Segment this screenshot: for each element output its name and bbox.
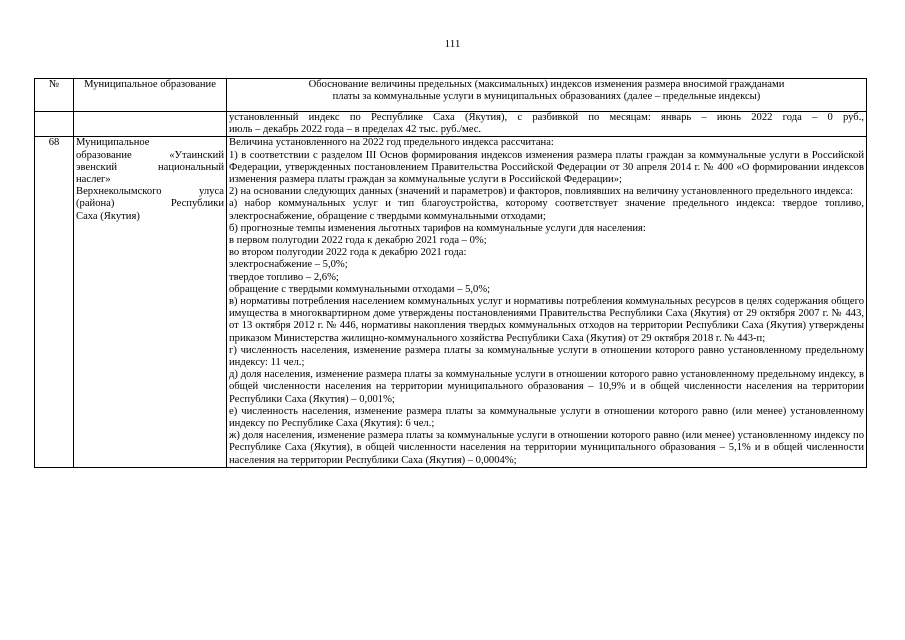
table-row-68 xyxy=(35,137,867,467)
municipality-line: (района) Республики xyxy=(76,198,224,210)
header-number: № xyxy=(35,79,74,112)
paragraph-item-d: д) доля населения, изменение размера платы за коммунальные услуги в отношении которого равно установленному предельному индексу, в общей численности населения на территории муниципального образования – 10,9% и в общей численности населения на территории Республики Саха (Якутия) – 0,001%; xyxy=(229,369,864,405)
paragraph-item-v: в) нормативы потребления населением коммунальных услуг и нормативы потребления коммунальных ресурсов в целях содержания общего имущества в многоквартирном доме утверждены постановлениями Правительства Республики Саха (Якутия) от 29 октября 2007 г. № 443, от 13 октября 2012 г. № 446, нормативы накопления твердых коммунальных отходов на территории Республики Саха (Якутия) утверждены приказом Министерства жилищно-коммунального хозяйства Республики Саха (Якутия) от 29 октября 2018 г. № 443-п; xyxy=(229,296,864,344)
header-justification-line-1: Обоснование величины предельных (максимальных) индексов изменения размера вносимой гражданами xyxy=(308,79,785,90)
paragraph-item-2: 2) на основании следующих данных (значений и параметров) и факторов, повлиявших на величину установленного предельного индекса: xyxy=(229,186,854,198)
page-number: 111 xyxy=(444,38,461,50)
justification-text-cell xyxy=(227,137,867,467)
table-row-continuation xyxy=(35,112,867,137)
justification-table xyxy=(34,78,867,468)
municipality-line: Верхнеколымского улуса xyxy=(76,186,224,198)
table-header-row xyxy=(35,79,867,112)
header-justification-line-2: платы за коммунальные услуги в муниципальных образованиях (далее – предельные индексы) xyxy=(332,91,761,103)
paragraph-electricity: электроснабжение – 5,0%; xyxy=(229,259,348,271)
row-number: 68 xyxy=(35,137,74,467)
paragraph-item-zh: ж) доля населения, изменение размера платы за коммунальные услуги в отношении которого равно (или менее) установленному индексу по Республике Саха (Якутия), в общей численности населения на территории муниципального образования – 5,1% и в общей численности населения на территории Республики Саха (Якутия) – 0,0004%; xyxy=(229,430,864,466)
paragraph-item-e: е) численность населения, изменение размера платы за коммунальные услуги в отношении которого равно (или менее) установленному индексу по Республике Саха (Якутия): 6 чел.; xyxy=(229,405,864,430)
paragraph-item-a: а) набор коммунальных услуг и тип благоустройства, которому соответствует значение предельного индекса: твердое топливо, электроснабжение, обращение с твердыми коммунальными отходами; xyxy=(229,198,864,222)
municipality-line: Саха (Якутия) xyxy=(76,210,140,222)
paragraph-item-g: г) численность населения, изменение размера платы за коммунальные услуги в отношении которого равно установленному предельному индексу: 11 чел.; xyxy=(229,344,864,369)
continuation-text-cell xyxy=(227,112,867,137)
municipality-line: образование «Утаинский xyxy=(76,149,224,161)
continuation-municipality-cell xyxy=(74,112,227,137)
municipality-cell xyxy=(74,137,227,467)
municipality-line: наслег» xyxy=(76,174,111,186)
paragraph-second-half: во втором полугодии 2022 года к декабрю 2021 года: xyxy=(229,247,467,259)
continuation-line-2: июль – декабрь 2022 года – в пределах 42 тыс. руб./мес. xyxy=(229,124,482,136)
header-municipality: Муниципальное образование xyxy=(74,79,227,112)
paragraph-waste: обращение с твердыми коммунальными отходами – 5,0%; xyxy=(229,283,491,295)
paragraph-item-b: б) прогнозные темпы изменения льготных тарифов на коммунальные услуги для населения: xyxy=(229,222,646,234)
paragraph-solid-fuel: твердое топливо – 2,6%; xyxy=(229,271,339,283)
paragraph-intro: Величина установленного на 2022 год предельного индекса рассчитана: xyxy=(229,137,554,149)
municipality-line: эвенский национальный xyxy=(76,161,224,173)
paragraph-item-1: 1) в соответствии с разделом III Основ формирования индексов изменения размера платы граждан за коммунальные услуги в Российской Федерации, утвержденных постановлением Правительства Российской Федерации от 30 апреля 2014 г. № 400 «О формировании индексов изменения размера платы граждан за коммунальные услуги в Российской Федерации»; xyxy=(229,149,864,186)
header-justification xyxy=(227,79,867,112)
continuation-line-1: установленный индекс по Республике Саха (Якутия), с разбивкой по месяцам: январь – июнь 2022 года – 0 руб., xyxy=(229,112,864,123)
municipality-line: Муниципальное xyxy=(76,137,150,149)
continuation-number-cell xyxy=(35,112,74,137)
paragraph-first-half: в первом полугодии 2022 года к декабрю 2021 года – 0%; xyxy=(229,235,487,247)
